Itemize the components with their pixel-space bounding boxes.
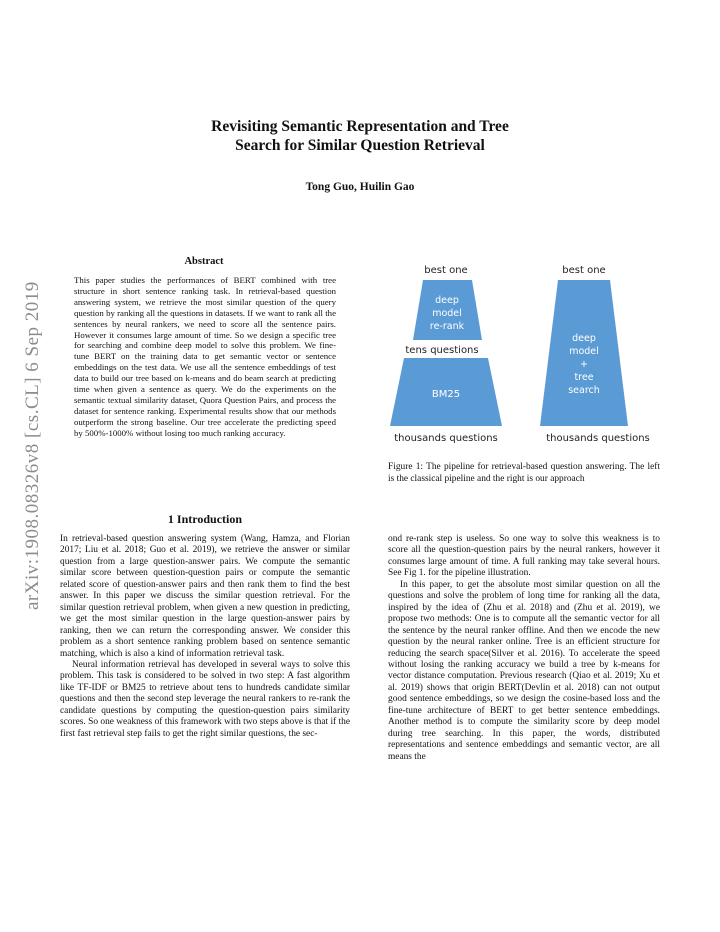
left-mid-label: tens questions xyxy=(405,345,479,356)
title-line-1: Revisiting Semantic Representation and Tree xyxy=(211,118,509,135)
tree-line-1: deep xyxy=(572,333,596,344)
pipeline-diagram xyxy=(386,258,662,454)
figure-pipeline xyxy=(386,258,662,454)
paper-title xyxy=(120,117,600,155)
left-column xyxy=(60,534,350,740)
section-heading: 1 Introduction xyxy=(167,512,243,526)
authors: Tong Guo, Huilin Gao xyxy=(305,181,415,193)
bm25-label: BM25 xyxy=(431,389,461,400)
right-top-label: best one xyxy=(562,265,606,276)
tree-line-2: model xyxy=(569,346,599,357)
right-column xyxy=(388,534,660,763)
abstract-heading: Abstract xyxy=(184,256,224,267)
tree-line-5: search xyxy=(568,385,600,396)
arxiv-identifier: arXiv:1908.08326v8 [cs.CL] 6 Sep 2019 xyxy=(22,281,43,610)
rerank-line-2: model xyxy=(432,308,462,319)
paragraph: In this paper, to get the absolute most similar question on all the questions and solve the problem of long time for ranking all the data, inspired by the idea of (Zhu et al. 2018) and (Zhu et al. 2019), we propose two methods: One is to compute all the semantic vector for all the sentence by the neural ranker offline. And then we encode the new question by the neural ranker online. Tree is an efficient structure for reducing the search space(Silver et al. 2016). To accelerate the speed without losing the ranking accuracy we build a tree by k-means for vector distance computation. Previous research (Qiao et al. 2019; Xu et al. 2019) shows that origin BERT(Devlin et al. 2018) can not output good sentence embeddings, so we design the cosine-based loss and the fine-tune architecture of BERT to get better sentence embeddings. Another method is to compute the similarity score by deep model during tree searching. In this paper, the words, distributed representations and sentence embeddings and semantic vector, are all means the xyxy=(388,579,660,762)
figure-caption: Figure 1: The pipeline for retrieval-based question answering. The left is the classical pipeline and the right is our approach xyxy=(388,462,660,484)
rerank-line-3: re-rank xyxy=(429,321,465,332)
right-bottom-label: thousands questions xyxy=(546,433,650,444)
left-top-label: best one xyxy=(424,265,468,276)
left-bottom-label: thousands questions xyxy=(394,433,498,444)
paragraph: In retrieval-based question answering system (Wang, Hamza, and Florian 2017; Liu et al. 2018; Guo et al. 2019), we retrieve the answer or similar question from a large question-answer pairs. We compute the semantic similar score between question-question pairs or compute the semantic related score of question-answer pairs and then rank them to find the best answer. In this paper we discuss the similar question retrieval. For the similar question retrieval problem, when given a new question in predicting, we get the most similar question in the large question-answer pairs by ranking, then we can return the corresponding answer. We consider this problem as a short sentence ranking problem based on sentence semantic matching, which is also a kind of information retrieval task. xyxy=(60,534,350,659)
abstract-text: This paper studies the performances of BERT combined with tree structure in short sentence ranking task. In retrieval-based question answering system, we retrieve the most similar question of the query question by ranking all the questions in datasets. If we want to rank all the sentences by neural rankers, we need to score all the sentence pairs. However it consumes large amount of time. So we design a specific tree for searching and combine deep model to solve this problem. We fine-tune BERT on the training data to get semantic vector or sentence embeddings on the test data. We use all the sentence embeddings of test data to build our tree based on k-means and do beam search at predicting time when given a sentence as query. We do the experiments on the semantic textual similarity dataset, Quora Question Pairs, and process the dataset for sentence ranking. Experimental results show that our methods outperform the strong baseline. Our tree accelerate the predicting speed by 500%-1000% without losing too much ranking accuracy. xyxy=(74,275,336,438)
rerank-line-1: deep xyxy=(435,295,459,306)
paragraph: ond re-rank step is useless. So one way to solve this weakness is to score all the question-question pairs by the neural rankers, however it consumes large amount of time. A full ranking may take several hours. See Fig 1. for the pipeline illustration. xyxy=(388,534,660,579)
tree-line-3: + xyxy=(580,359,588,370)
title-line-2: Search for Similar Question Retrieval xyxy=(235,137,485,154)
tree-line-4: tree xyxy=(574,372,594,383)
paragraph: Neural information retrieval has developed in several ways to solve this problem. This task is considered to be solved in two step: A fast algorithm like TF-IDF or BM25 to retrieve about tens to hundreds candidate similar questions and then the second step leverage the neural rankers to re-rank the candidate questions by computing the question-question pairs similarity scores. So one weakness of this framework with two steps above is that if the first fast retrieval step fails to get the right similar questions, the sec- xyxy=(60,659,350,739)
